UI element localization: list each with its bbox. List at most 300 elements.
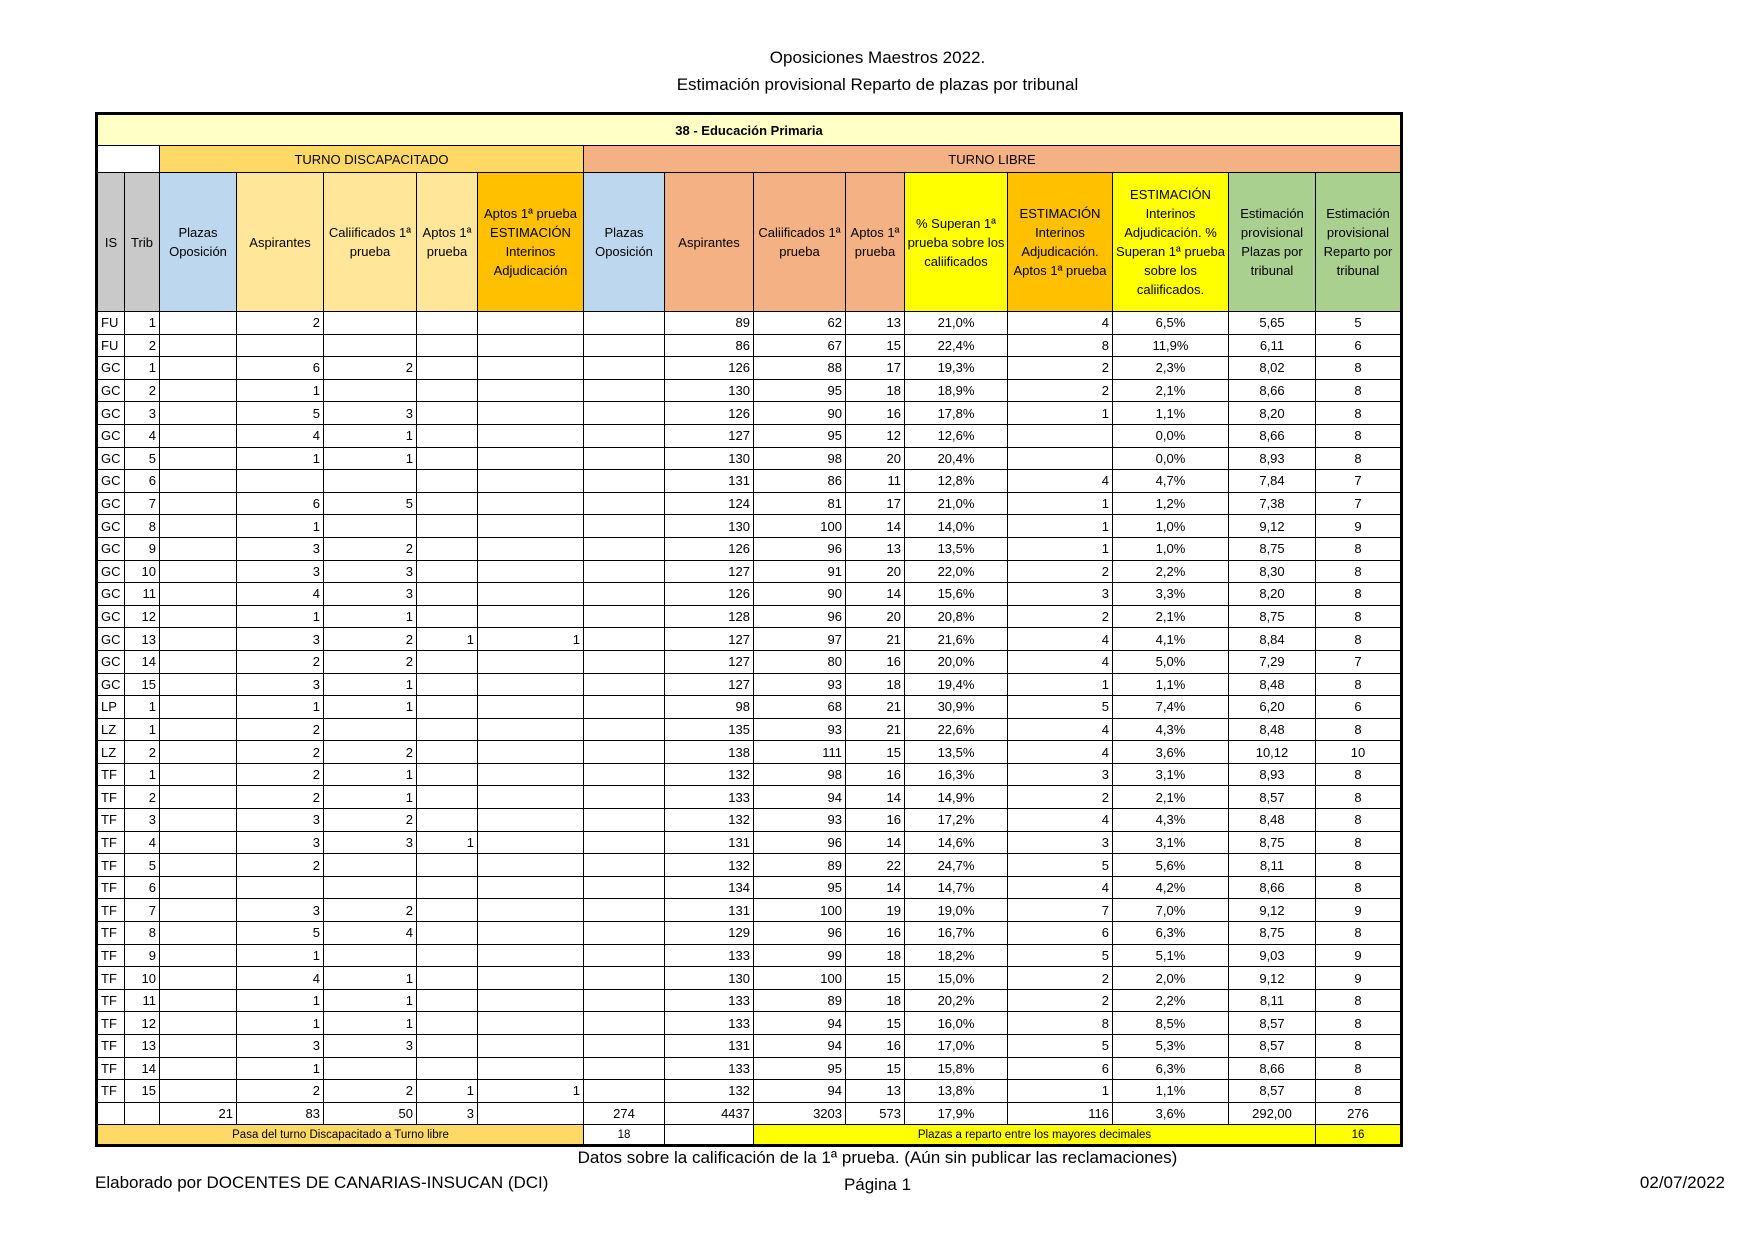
cell-porcentaje-superan: 16,3% xyxy=(905,763,1008,786)
cell-estimacion-aptos: 1 xyxy=(1008,673,1113,696)
cell-porcentaje-superan: 17,0% xyxy=(905,1035,1008,1058)
cell-libre-plazas xyxy=(584,809,665,832)
cell-is: GC xyxy=(97,379,125,402)
table-row xyxy=(97,650,1402,673)
cell-disc-aptos xyxy=(417,967,478,990)
cell-libre-calificados: 96 xyxy=(754,922,846,945)
cell-libre-plazas xyxy=(584,786,665,809)
cell-disc-aptos xyxy=(417,312,478,335)
data-note: Datos sobre la calificación de la 1ª prueba. (Aún sin publicar las reclamaciones) xyxy=(577,1148,1178,1167)
cell-estimacion-aptos: 1 xyxy=(1008,1080,1113,1103)
cell-disc-plazas xyxy=(160,967,237,990)
cell-libre-plazas xyxy=(584,741,665,764)
cell-disc-calificados: 1 xyxy=(324,605,417,628)
cell-trib: 1 xyxy=(125,763,160,786)
cell-disc-calificados xyxy=(324,1057,417,1080)
table-row xyxy=(97,809,1402,832)
cell-disc-estimacion xyxy=(478,650,584,673)
table-row xyxy=(97,1012,1402,1035)
cell-disc-estimacion xyxy=(478,673,584,696)
total-disc-aspirantes: 83 xyxy=(237,1102,324,1125)
cell-is: FU xyxy=(97,334,125,357)
cell-porcentaje-superan: 16,7% xyxy=(905,922,1008,945)
cell-disc-plazas xyxy=(160,763,237,786)
total-libre-plazas: 274 xyxy=(584,1102,665,1125)
cell-libre-aspirantes: 131 xyxy=(665,1035,754,1058)
cell-disc-calificados xyxy=(324,379,417,402)
cell-libre-calificados: 95 xyxy=(754,424,846,447)
cell-libre-calificados: 62 xyxy=(754,312,846,335)
table-row xyxy=(97,899,1402,922)
cell-disc-aptos xyxy=(417,809,478,832)
cell-estimacion-aptos: 5 xyxy=(1008,1035,1113,1058)
cell-libre-calificados: 90 xyxy=(754,402,846,425)
cell-libre-calificados: 111 xyxy=(754,741,846,764)
cell-estimacion-porcentaje: 1,1% xyxy=(1113,402,1229,425)
total-is xyxy=(97,1102,125,1125)
cell-disc-aptos: 1 xyxy=(417,831,478,854)
cell-reparto-tribunal: 8 xyxy=(1316,583,1402,606)
cell-plazas-tribunal: 8,84 xyxy=(1229,628,1316,651)
cell-libre-aptos: 12 xyxy=(846,424,905,447)
cell-libre-aptos: 16 xyxy=(846,650,905,673)
cell-reparto-tribunal: 8 xyxy=(1316,628,1402,651)
col-header-libre-plazas: Plazas Oposición xyxy=(584,173,665,312)
table-row xyxy=(97,786,1402,809)
cell-estimacion-porcentaje: 11,9% xyxy=(1113,334,1229,357)
cell-is: TF xyxy=(97,944,125,967)
cell-libre-plazas xyxy=(584,650,665,673)
cell-estimacion-aptos: 6 xyxy=(1008,922,1113,945)
cell-porcentaje-superan: 14,0% xyxy=(905,515,1008,538)
cell-libre-calificados: 94 xyxy=(754,1035,846,1058)
cell-porcentaje-superan: 16,0% xyxy=(905,1012,1008,1035)
cell-disc-aspirantes: 6 xyxy=(237,357,324,380)
cell-plazas-tribunal: 8,66 xyxy=(1229,876,1316,899)
cell-disc-calificados: 1 xyxy=(324,786,417,809)
cell-plazas-tribunal: 8,11 xyxy=(1229,854,1316,877)
col-header-is: IS xyxy=(97,173,125,312)
cell-plazas-tribunal: 8,11 xyxy=(1229,989,1316,1012)
cell-is: GC xyxy=(97,402,125,425)
cell-disc-aspirantes: 4 xyxy=(237,967,324,990)
cell-estimacion-porcentaje: 2,1% xyxy=(1113,605,1229,628)
cell-is: TF xyxy=(97,763,125,786)
cell-libre-aspirantes: 127 xyxy=(665,560,754,583)
cell-disc-calificados xyxy=(324,854,417,877)
cell-disc-estimacion: 1 xyxy=(478,628,584,651)
cell-estimacion-aptos: 4 xyxy=(1008,650,1113,673)
cell-plazas-tribunal: 6,11 xyxy=(1229,334,1316,357)
cell-disc-aspirantes: 3 xyxy=(237,809,324,832)
cell-disc-aspirantes: 4 xyxy=(237,583,324,606)
cell-libre-calificados: 89 xyxy=(754,989,846,1012)
cell-libre-calificados: 93 xyxy=(754,809,846,832)
cell-libre-aspirantes: 133 xyxy=(665,1057,754,1080)
cell-libre-plazas xyxy=(584,312,665,335)
cell-trib: 2 xyxy=(125,786,160,809)
cell-libre-aptos: 13 xyxy=(846,1080,905,1103)
cell-estimacion-aptos: 5 xyxy=(1008,696,1113,719)
cell-disc-calificados: 5 xyxy=(324,492,417,515)
col-header-reparto-tribunal: Estimación provisional Reparto por tribunal xyxy=(1316,173,1402,312)
cell-trib: 7 xyxy=(125,899,160,922)
cell-disc-aptos xyxy=(417,650,478,673)
cell-estimacion-aptos: 4 xyxy=(1008,876,1113,899)
table-row xyxy=(97,673,1402,696)
cell-disc-calificados xyxy=(324,944,417,967)
cell-porcentaje-superan: 18,9% xyxy=(905,379,1008,402)
cell-libre-calificados: 100 xyxy=(754,515,846,538)
col-header-disc-plazas: Plazas Oposición xyxy=(160,173,237,312)
cell-libre-aptos: 19 xyxy=(846,899,905,922)
cell-libre-calificados: 81 xyxy=(754,492,846,515)
cell-plazas-tribunal: 9,12 xyxy=(1229,967,1316,990)
cell-is: GC xyxy=(97,650,125,673)
cell-libre-aspirantes: 127 xyxy=(665,628,754,651)
cell-libre-aspirantes: 130 xyxy=(665,379,754,402)
cell-disc-plazas xyxy=(160,583,237,606)
table-row xyxy=(97,718,1402,741)
cell-libre-aptos: 16 xyxy=(846,922,905,945)
cell-estimacion-aptos: 2 xyxy=(1008,379,1113,402)
cell-estimacion-porcentaje: 3,3% xyxy=(1113,583,1229,606)
cell-disc-aptos xyxy=(417,1012,478,1035)
cell-libre-aspirantes: 127 xyxy=(665,673,754,696)
cell-libre-aspirantes: 130 xyxy=(665,447,754,470)
blank-cell xyxy=(665,1125,754,1146)
cell-libre-aptos: 21 xyxy=(846,628,905,651)
cell-disc-aspirantes: 2 xyxy=(237,312,324,335)
cell-disc-estimacion xyxy=(478,605,584,628)
cell-libre-plazas xyxy=(584,696,665,719)
cell-libre-aspirantes: 128 xyxy=(665,605,754,628)
cell-plazas-tribunal: 8,48 xyxy=(1229,718,1316,741)
cell-reparto-tribunal: 8 xyxy=(1316,537,1402,560)
cell-libre-plazas xyxy=(584,876,665,899)
total-estimacion-porcentaje: 3,6% xyxy=(1113,1102,1229,1125)
cell-disc-plazas xyxy=(160,312,237,335)
cell-trib: 1 xyxy=(125,312,160,335)
table-row xyxy=(97,922,1402,945)
cell-disc-aptos xyxy=(417,492,478,515)
cell-disc-plazas xyxy=(160,424,237,447)
cell-libre-aptos: 18 xyxy=(846,379,905,402)
cell-trib: 1 xyxy=(125,696,160,719)
cell-libre-plazas xyxy=(584,763,665,786)
cell-plazas-tribunal: 8,75 xyxy=(1229,831,1316,854)
cell-disc-aspirantes: 2 xyxy=(237,718,324,741)
cell-porcentaje-superan: 15,6% xyxy=(905,583,1008,606)
cell-estimacion-porcentaje: 4,3% xyxy=(1113,718,1229,741)
cell-libre-aspirantes: 133 xyxy=(665,989,754,1012)
total-reparto-tribunal: 276 xyxy=(1316,1102,1402,1125)
table-row xyxy=(97,492,1402,515)
cell-estimacion-porcentaje: 2,0% xyxy=(1113,967,1229,990)
cell-libre-aptos: 16 xyxy=(846,809,905,832)
cell-disc-estimacion xyxy=(478,831,584,854)
cell-trib: 9 xyxy=(125,537,160,560)
col-header-estimacion-porcentaje: ESTIMACIÓN Interinos Adjudicación. % Superan 1ª prueba sobre los caliificados. xyxy=(1113,173,1229,312)
cell-libre-aspirantes: 124 xyxy=(665,492,754,515)
cell-estimacion-porcentaje: 1,2% xyxy=(1113,492,1229,515)
cell-libre-calificados: 89 xyxy=(754,854,846,877)
cell-libre-aspirantes: 126 xyxy=(665,357,754,380)
table-row xyxy=(97,605,1402,628)
cell-is: GC xyxy=(97,492,125,515)
col-header-plazas-tribunal: Estimación provisional Plazas por tribunal xyxy=(1229,173,1316,312)
cell-plazas-tribunal: 5,65 xyxy=(1229,312,1316,335)
cell-libre-aspirantes: 131 xyxy=(665,831,754,854)
cell-disc-aptos xyxy=(417,763,478,786)
document-subtitle: Estimación provisional Reparto de plazas por tribunal xyxy=(676,75,1079,94)
cell-disc-plazas xyxy=(160,537,237,560)
cell-disc-calificados: 2 xyxy=(324,1080,417,1103)
cell-estimacion-aptos: 5 xyxy=(1008,944,1113,967)
cell-libre-plazas xyxy=(584,537,665,560)
col-header-libre-aspirantes: Aspirantes xyxy=(665,173,754,312)
cell-reparto-tribunal: 5 xyxy=(1316,312,1402,335)
cell-disc-aptos xyxy=(417,673,478,696)
cell-is: TF xyxy=(97,786,125,809)
cell-is: GC xyxy=(97,605,125,628)
cell-disc-estimacion xyxy=(478,583,584,606)
cell-estimacion-porcentaje: 6,3% xyxy=(1113,1057,1229,1080)
cell-disc-estimacion xyxy=(478,944,584,967)
cell-plazas-tribunal: 8,66 xyxy=(1229,1057,1316,1080)
cell-disc-estimacion xyxy=(478,334,584,357)
cell-reparto-tribunal: 8 xyxy=(1316,786,1402,809)
totals-row xyxy=(97,1102,1402,1125)
cell-porcentaje-superan: 19,3% xyxy=(905,357,1008,380)
cell-disc-estimacion xyxy=(478,741,584,764)
cell-disc-estimacion xyxy=(478,312,584,335)
cell-is: GC xyxy=(97,424,125,447)
cell-plazas-tribunal: 8,57 xyxy=(1229,1012,1316,1035)
cell-disc-aptos xyxy=(417,1057,478,1080)
total-plazas-tribunal: 292,00 xyxy=(1229,1102,1316,1125)
cell-trib: 11 xyxy=(125,989,160,1012)
total-trib xyxy=(125,1102,160,1125)
cell-libre-aptos: 14 xyxy=(846,831,905,854)
cell-plazas-tribunal: 6,20 xyxy=(1229,696,1316,719)
cell-libre-aptos: 15 xyxy=(846,741,905,764)
cell-porcentaje-superan: 12,6% xyxy=(905,424,1008,447)
cell-libre-plazas xyxy=(584,447,665,470)
cell-estimacion-porcentaje: 4,3% xyxy=(1113,809,1229,832)
cell-disc-calificados: 3 xyxy=(324,1035,417,1058)
cell-disc-aptos xyxy=(417,470,478,493)
cell-disc-aspirantes: 5 xyxy=(237,402,324,425)
cell-libre-calificados: 100 xyxy=(754,967,846,990)
total-disc-calificados: 50 xyxy=(324,1102,417,1125)
cell-estimacion-porcentaje: 5,3% xyxy=(1113,1035,1229,1058)
cell-libre-calificados: 100 xyxy=(754,899,846,922)
cell-libre-aptos: 14 xyxy=(846,583,905,606)
cell-is: TF xyxy=(97,831,125,854)
cell-disc-calificados: 1 xyxy=(324,696,417,719)
cell-estimacion-porcentaje: 4,1% xyxy=(1113,628,1229,651)
cell-disc-aspirantes: 1 xyxy=(237,605,324,628)
cell-disc-estimacion xyxy=(478,899,584,922)
cell-reparto-tribunal: 8 xyxy=(1316,1057,1402,1080)
cell-disc-plazas xyxy=(160,944,237,967)
cell-is: TF xyxy=(97,1057,125,1080)
cell-disc-aspirantes: 2 xyxy=(237,854,324,877)
cell-reparto-tribunal: 8 xyxy=(1316,718,1402,741)
cell-is: LZ xyxy=(97,741,125,764)
cell-porcentaje-superan: 22,0% xyxy=(905,560,1008,583)
cell-porcentaje-superan: 13,8% xyxy=(905,1080,1008,1103)
footer-date: 02/07/2022 xyxy=(1639,1173,1725,1192)
cell-libre-plazas xyxy=(584,402,665,425)
cell-disc-aptos xyxy=(417,447,478,470)
table-row xyxy=(97,402,1402,425)
cell-libre-aptos: 20 xyxy=(846,560,905,583)
cell-libre-aspirantes: 132 xyxy=(665,854,754,877)
cell-trib: 1 xyxy=(125,718,160,741)
cell-disc-aptos xyxy=(417,357,478,380)
cell-libre-plazas xyxy=(584,1012,665,1035)
cell-disc-plazas xyxy=(160,809,237,832)
cell-reparto-tribunal: 8 xyxy=(1316,447,1402,470)
col-header-estimacion-aptos: ESTIMACIÓN Interinos Adjudicación. Aptos 1ª prueba xyxy=(1008,173,1113,312)
cell-reparto-tribunal: 8 xyxy=(1316,673,1402,696)
cell-disc-aspirantes xyxy=(237,470,324,493)
cell-libre-plazas xyxy=(584,1035,665,1058)
cell-estimacion-aptos: 6 xyxy=(1008,1057,1113,1080)
cell-libre-plazas xyxy=(584,944,665,967)
table-title: 38 - Educación Primaria xyxy=(97,114,1402,146)
total-libre-aspirantes: 4437 xyxy=(665,1102,754,1125)
cell-disc-estimacion xyxy=(478,1035,584,1058)
cell-disc-calificados: 3 xyxy=(324,831,417,854)
cell-libre-aptos: 14 xyxy=(846,786,905,809)
cell-estimacion-porcentaje: 1,1% xyxy=(1113,673,1229,696)
cell-disc-plazas xyxy=(160,1080,237,1103)
cell-estimacion-porcentaje: 1,0% xyxy=(1113,537,1229,560)
cell-disc-calificados: 1 xyxy=(324,967,417,990)
cell-trib: 10 xyxy=(125,560,160,583)
cell-estimacion-porcentaje: 0,0% xyxy=(1113,447,1229,470)
cell-disc-plazas xyxy=(160,899,237,922)
cell-disc-aptos xyxy=(417,424,478,447)
cell-porcentaje-superan: 21,0% xyxy=(905,492,1008,515)
cell-reparto-tribunal: 9 xyxy=(1316,515,1402,538)
cell-is: GC xyxy=(97,357,125,380)
cell-libre-plazas xyxy=(584,922,665,945)
cell-libre-calificados: 95 xyxy=(754,1057,846,1080)
col-header-libre-aptos: Aptos 1ª prueba xyxy=(846,173,905,312)
cell-trib: 12 xyxy=(125,1012,160,1035)
cell-estimacion-porcentaje: 2,1% xyxy=(1113,379,1229,402)
cell-trib: 4 xyxy=(125,424,160,447)
cell-estimacion-aptos: 2 xyxy=(1008,967,1113,990)
cell-disc-calificados: 1 xyxy=(324,1012,417,1035)
cell-estimacion-aptos: 4 xyxy=(1008,718,1113,741)
cell-disc-plazas xyxy=(160,650,237,673)
cell-estimacion-aptos: 7 xyxy=(1008,899,1113,922)
cell-trib: 2 xyxy=(125,379,160,402)
cell-estimacion-porcentaje: 7,0% xyxy=(1113,899,1229,922)
cell-plazas-tribunal: 8,66 xyxy=(1229,379,1316,402)
cell-reparto-tribunal: 9 xyxy=(1316,967,1402,990)
cell-disc-aptos xyxy=(417,379,478,402)
cell-disc-plazas xyxy=(160,1012,237,1035)
cell-porcentaje-superan: 22,6% xyxy=(905,718,1008,741)
cell-porcentaje-superan: 17,8% xyxy=(905,402,1008,425)
cell-libre-aspirantes: 126 xyxy=(665,583,754,606)
cell-estimacion-porcentaje: 4,7% xyxy=(1113,470,1229,493)
cell-disc-aptos: 1 xyxy=(417,628,478,651)
cell-estimacion-porcentaje: 8,5% xyxy=(1113,1012,1229,1035)
cell-disc-estimacion xyxy=(478,967,584,990)
cell-disc-aptos xyxy=(417,402,478,425)
cell-reparto-tribunal: 9 xyxy=(1316,899,1402,922)
cell-reparto-tribunal: 8 xyxy=(1316,402,1402,425)
cell-disc-calificados: 2 xyxy=(324,741,417,764)
cell-reparto-tribunal: 7 xyxy=(1316,470,1402,493)
cell-libre-plazas xyxy=(584,967,665,990)
cell-disc-aspirantes: 2 xyxy=(237,1080,324,1103)
cell-disc-aspirantes: 5 xyxy=(237,922,324,945)
footer-author: Elaborado por DOCENTES DE CANARIAS-INSUCAN (DCI) xyxy=(95,1173,549,1192)
cell-trib: 8 xyxy=(125,515,160,538)
table-row xyxy=(97,583,1402,606)
cell-disc-plazas xyxy=(160,447,237,470)
cell-plazas-tribunal: 7,84 xyxy=(1229,470,1316,493)
cell-disc-aptos xyxy=(417,922,478,945)
cell-disc-plazas xyxy=(160,1057,237,1080)
cell-disc-estimacion xyxy=(478,922,584,945)
cell-disc-aptos xyxy=(417,560,478,583)
section-turno-libre: TURNO LIBRE xyxy=(584,146,1402,173)
cell-disc-aspirantes: 1 xyxy=(237,379,324,402)
cell-porcentaje-superan: 14,7% xyxy=(905,876,1008,899)
table-row xyxy=(97,515,1402,538)
cell-libre-aspirantes: 134 xyxy=(665,876,754,899)
cell-reparto-tribunal: 8 xyxy=(1316,831,1402,854)
cell-reparto-tribunal: 10 xyxy=(1316,741,1402,764)
cell-libre-aptos: 15 xyxy=(846,1012,905,1035)
cell-disc-plazas xyxy=(160,876,237,899)
cell-disc-aptos xyxy=(417,583,478,606)
cell-trib: 14 xyxy=(125,1057,160,1080)
cell-disc-aspirantes: 1 xyxy=(237,944,324,967)
cell-disc-aspirantes: 2 xyxy=(237,786,324,809)
pasa-label: Pasa del turno Discapacitado a Turno libre xyxy=(97,1125,584,1146)
cell-trib: 13 xyxy=(125,628,160,651)
cell-disc-calificados: 2 xyxy=(324,357,417,380)
cell-trib: 2 xyxy=(125,741,160,764)
cell-plazas-tribunal: 8,75 xyxy=(1229,537,1316,560)
cell-libre-calificados: 93 xyxy=(754,718,846,741)
cell-disc-plazas xyxy=(160,334,237,357)
col-header-trib: Trib xyxy=(125,173,160,312)
cell-disc-aptos xyxy=(417,696,478,719)
cell-disc-calificados: 1 xyxy=(324,763,417,786)
cell-libre-aspirantes: 89 xyxy=(665,312,754,335)
cell-disc-aptos xyxy=(417,605,478,628)
cell-disc-calificados: 2 xyxy=(324,809,417,832)
cell-disc-plazas xyxy=(160,989,237,1012)
cell-estimacion-aptos: 5 xyxy=(1008,854,1113,877)
cell-disc-plazas xyxy=(160,922,237,945)
cell-disc-aspirantes: 4 xyxy=(237,424,324,447)
cell-reparto-tribunal: 8 xyxy=(1316,854,1402,877)
summary-row xyxy=(97,1125,1402,1146)
cell-libre-aspirantes: 130 xyxy=(665,515,754,538)
